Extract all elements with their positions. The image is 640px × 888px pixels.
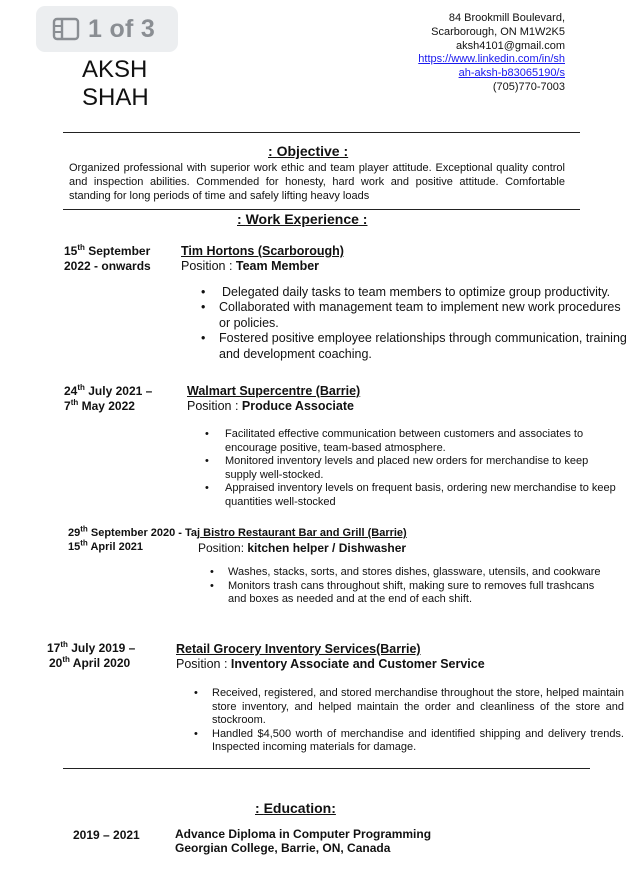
education-title: : Education: — [255, 800, 336, 816]
job3-duties — [228, 566, 608, 607]
job3-dates: 29th September 2020 - Taj Bistro Restaurant Bar and Grill (Barrie) 15th April 2021 — [68, 524, 407, 553]
education-detail — [175, 827, 431, 855]
job1-employer: Tim Hortons (Scarborough) — [181, 244, 344, 258]
education-school: Georgian College, Barrie, ON, Canada — [175, 841, 391, 855]
pages-icon — [52, 17, 80, 41]
list-item: • Appraised inventory levels on frequent basis, ordering new merchandise to keep quantities well-stocked — [225, 482, 620, 509]
job3-position: Position: kitchen helper / Dishwasher — [198, 541, 407, 555]
work-experience-title: : Work Experience : — [237, 211, 368, 227]
education-program: Advance Diploma in Computer Programming — [175, 827, 432, 841]
job3-employer: Bistro Restaurant Bar and Grill (Barrie) — [200, 527, 407, 539]
address-line2: Scarborough, ON M1W2K5 — [431, 25, 565, 38]
address-line1: 84 Brookmill Boulevard, — [448, 12, 565, 24]
linkedin-link-line1[interactable]: https://www.linkedin.com/in/sh — [418, 53, 565, 66]
candidate-name — [82, 56, 149, 112]
email: aksh4101@gmail.com — [456, 39, 565, 52]
education-years: 2019 – 2021 — [73, 828, 140, 842]
divider-top — [63, 132, 580, 133]
name-first: AKSH — [82, 56, 148, 83]
objective-title: : Objective : — [268, 143, 349, 159]
job4-position: Position : Inventory Associate and Customer Service — [176, 657, 485, 671]
job1-dates: 15th September 2022 - onwards — [64, 243, 151, 273]
contact-block — [418, 12, 565, 95]
list-item: • Monitored inventory levels and placed new orders for merchandise to keep supply well-stocked. — [225, 455, 620, 482]
page-indicator-text: 1 of 3 — [88, 14, 156, 43]
list-item: • Delegated daily tasks to team members to optimize group productivity. — [219, 285, 629, 300]
job4-employer: Retail Grocery Inventory Services(Barrie) — [176, 642, 421, 656]
divider-objective — [63, 209, 580, 210]
divider-work — [63, 768, 590, 769]
objective-text: Organized professional with superior work ethic and team player attitude. Exceptional quality control and inspection abilities. Commended for honesty, hard work and positive attitude. Comfortable standing for long periods of time and safely lifting heavy loads — [69, 162, 565, 203]
job1-duties — [219, 285, 629, 362]
linkedin-link-line2[interactable]: ah-aksh-b83065190/s — [458, 67, 565, 80]
job4-duties — [212, 687, 624, 755]
phone: (705)770-7003 — [492, 80, 565, 93]
job1-position: Position : Team Member — [181, 259, 320, 273]
list-item: • Received, registered, and stored merchandise throughout the store, helped maintain store inventory, and helped maintain the order and cleanliness of the store and stockroom. — [212, 687, 624, 728]
list-item: • Monitors trash cans throughout shift, making sure to removes full trashcans and boxes as needed and at the end of each shift. — [228, 580, 608, 607]
list-item: • Washes, stacks, sorts, and stores dishes, glassware, utensils, and cookware — [228, 566, 608, 580]
job2-position: Position : Produce Associate — [187, 399, 354, 413]
job2-duties — [225, 428, 620, 510]
list-item: • Facilitated effective communication between customers and associates to encourage positive, team-based atmosphere. — [225, 428, 620, 455]
job2-dates: 24th July 2021 – 7th May 2022 — [64, 383, 153, 413]
name-last: SHAH — [82, 84, 149, 111]
job3-employer-prefix: Taj — [185, 527, 201, 539]
job2-employer: Walmart Supercentre (Barrie) — [187, 384, 361, 398]
job4-dates: 17th July 2019 – 20th April 2020 — [47, 640, 136, 670]
page-indicator-badge — [36, 6, 178, 52]
list-item: • Fostered positive employee relationships through communication, training and development coaching. — [219, 331, 629, 362]
list-item: • Handled $4,500 worth of merchandise and identified shipping and delivery trends. Inspected incoming materials for damage. — [212, 728, 624, 755]
list-item: • Collaborated with management team to implement new work procedures or policies. — [219, 300, 629, 331]
